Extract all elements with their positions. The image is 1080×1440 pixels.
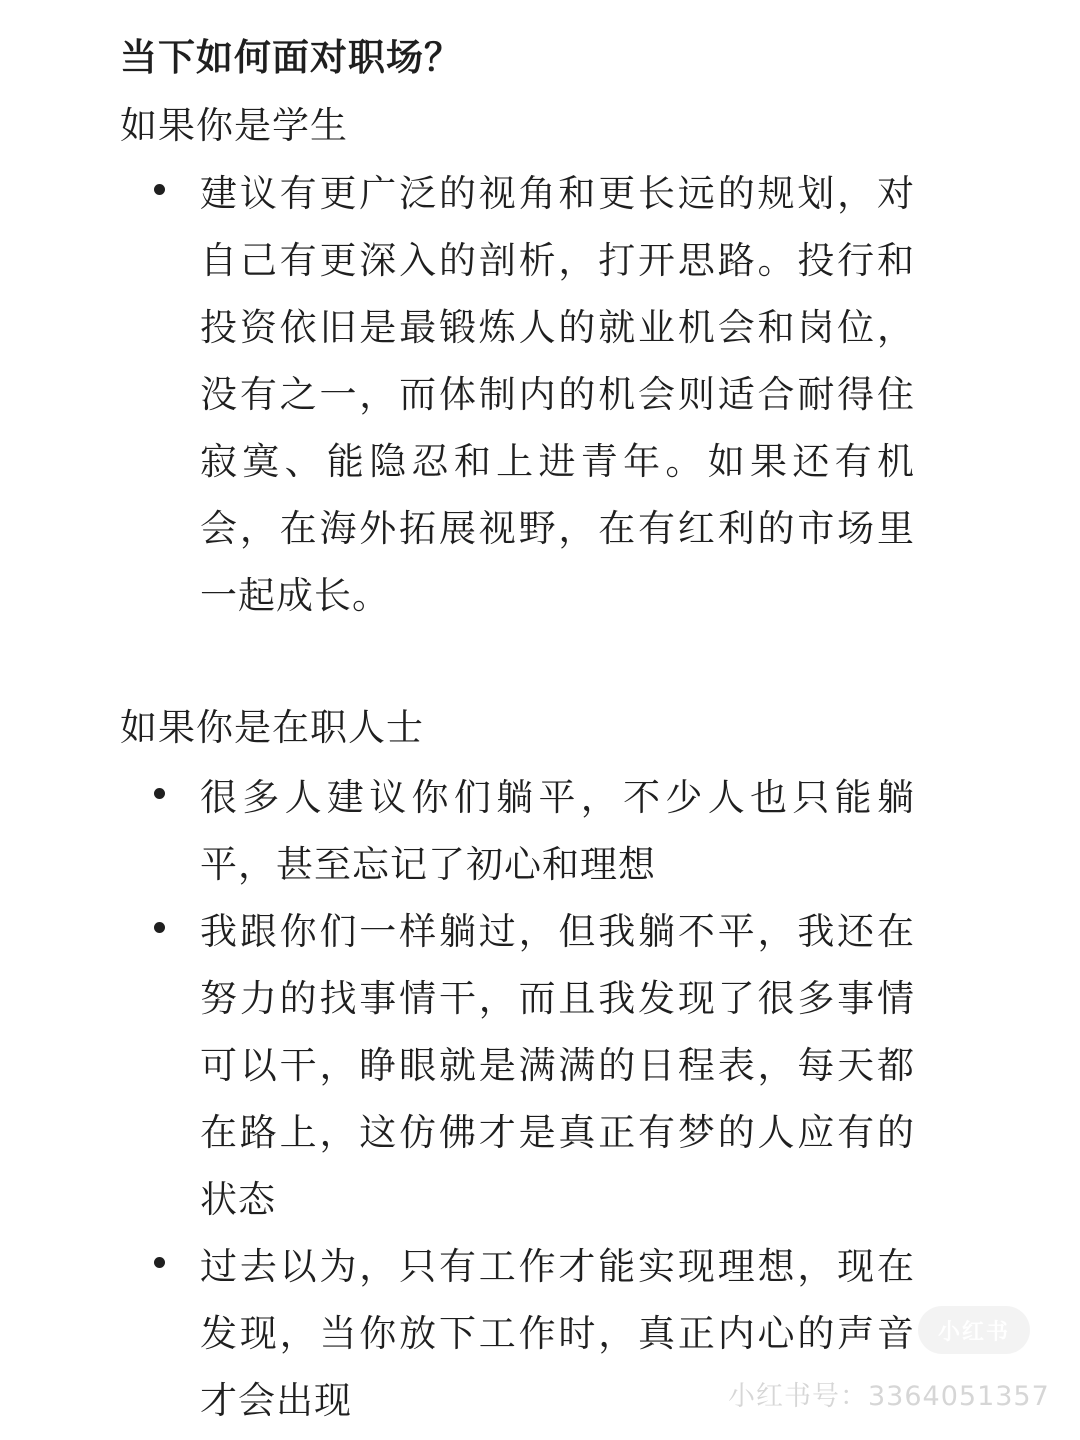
list-item [0,764,915,898]
page-title: 当下如何面对职场？ [120,36,462,79]
list-item-text: 过去以为，只有工作才能实现理想，现在发现，当你放下工作时，真正内心的声音才会出现 [200,1245,915,1422]
list-item [0,160,915,629]
bullet-dot-icon [154,184,165,195]
list-item-text: 我跟你们一样躺过，但我躺不平，我还在努力的找事情干，而且我发现了很多事情可以干，睁眼就是满满的日程表，每天都在路上，这仿佛才是真正有梦的人应有的状态 [200,910,915,1221]
watermark-id: 小红书号：3364051357 [728,1381,1050,1412]
list-item-text: 建议有更广泛的视角和更长远的规划，对自己有更深入的剖析，打开思路。投行和投资依旧是最锻炼人的就业机会和岗位，没有之一，而体制内的机会则适合耐得住寂寞、能隐忍和上进青年。如果还有机会，在海外拓展视野，在有红利的市场里一起成长。 [200,172,915,617]
section-heading-employed: 如果你是在职人士 [120,706,424,749]
section-heading-student: 如果你是学生 [120,104,348,147]
student-bullet-list [0,160,1080,629]
bullet-dot-icon [154,922,165,933]
list-item-text: 很多人建议你们躺平，不少人也只能躺平，甚至忘记了初心和理想 [200,776,915,886]
watermark-logo: 小红书 [918,1306,1030,1354]
list-item [0,898,915,1233]
bullet-dot-icon [154,788,165,799]
bullet-dot-icon [154,1257,165,1268]
